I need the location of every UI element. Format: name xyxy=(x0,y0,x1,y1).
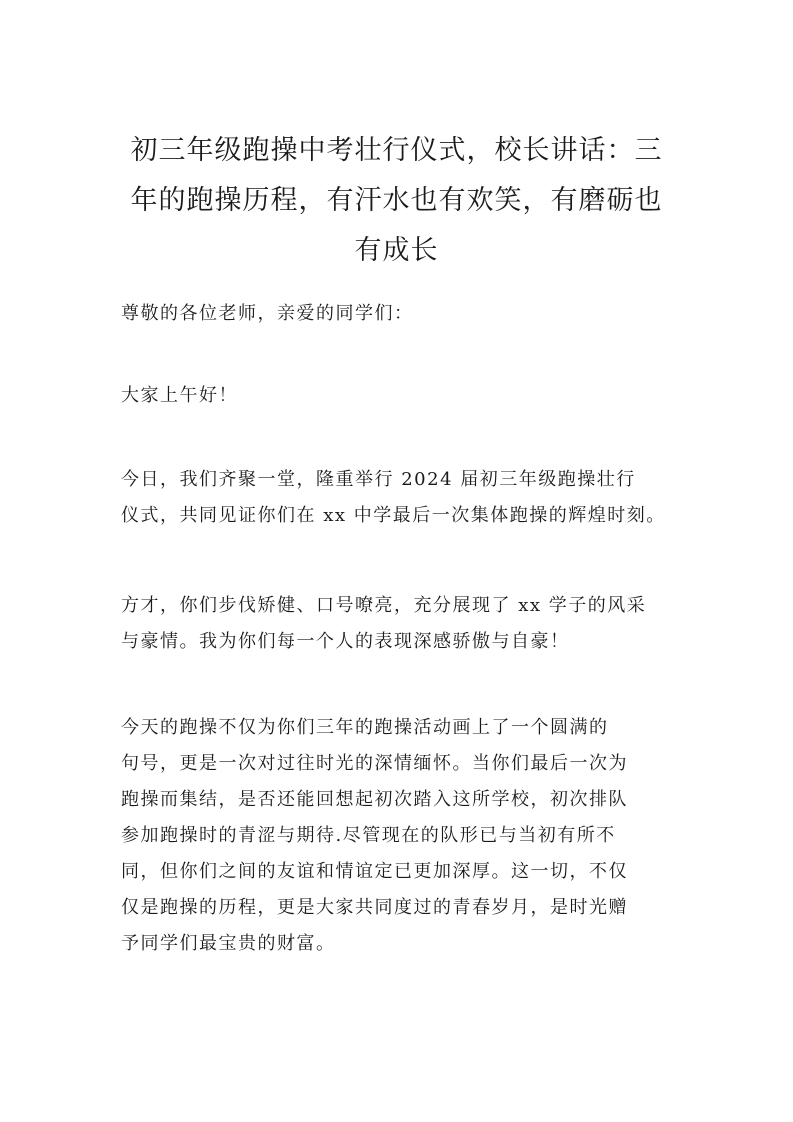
greeting-paragraph xyxy=(121,378,686,414)
text-line: 大家上午好！ xyxy=(121,385,238,406)
text-line: 同，但你们之间的友谊和情谊定已更加深厚。这一切，不仅 xyxy=(121,861,628,882)
text-line: 今日，我们齐聚一堂，隆重举行 2024 届初三年级跑操壮行 xyxy=(121,469,636,490)
salutation-paragraph xyxy=(121,296,686,332)
text-line: 尊敬的各位老师，亲爱的同学们： xyxy=(121,303,414,324)
text-line: 跑操而集结，是否还能回想起初次踏入这所学校，初次排队 xyxy=(121,789,628,810)
body-paragraph xyxy=(121,462,686,534)
body-paragraph xyxy=(121,588,686,660)
text-line: 仪式，共同见证你们在 xx 中学最后一次集体跑操的辉煌时刻。 xyxy=(121,505,666,526)
document-title xyxy=(118,126,675,276)
body-paragraph xyxy=(121,710,686,962)
title-line: 年的跑操历程，有汗水也有欢笑，有磨砺也 xyxy=(130,185,663,216)
text-line: 句号，更是一次对过往时光的深情缅怀。当你们最后一次为 xyxy=(121,753,628,774)
text-line: 今天的跑操不仅为你们三年的跑操活动画上了一个圆满的 xyxy=(121,717,609,738)
text-line: 方才，你们步伐矫健、口号嘹亮，充分展现了 xx 学子的风采 xyxy=(121,595,647,616)
text-line: 予同学们最宝贵的财富。 xyxy=(121,933,336,954)
text-line: 仅是跑操的历程，更是大家共同度过的青春岁月，是时光赠 xyxy=(121,897,628,918)
title-line: 初三年级跑操中考壮行仪式，校长讲话：三 xyxy=(130,135,663,166)
text-line: 与豪情。我为你们每一个人的表现深感骄傲与自豪！ xyxy=(121,631,570,652)
text-line: 参加跑操时的青涩与期待.尽管现在的队形已与当初有所不 xyxy=(121,825,616,846)
title-line: 有成长 xyxy=(354,235,439,266)
